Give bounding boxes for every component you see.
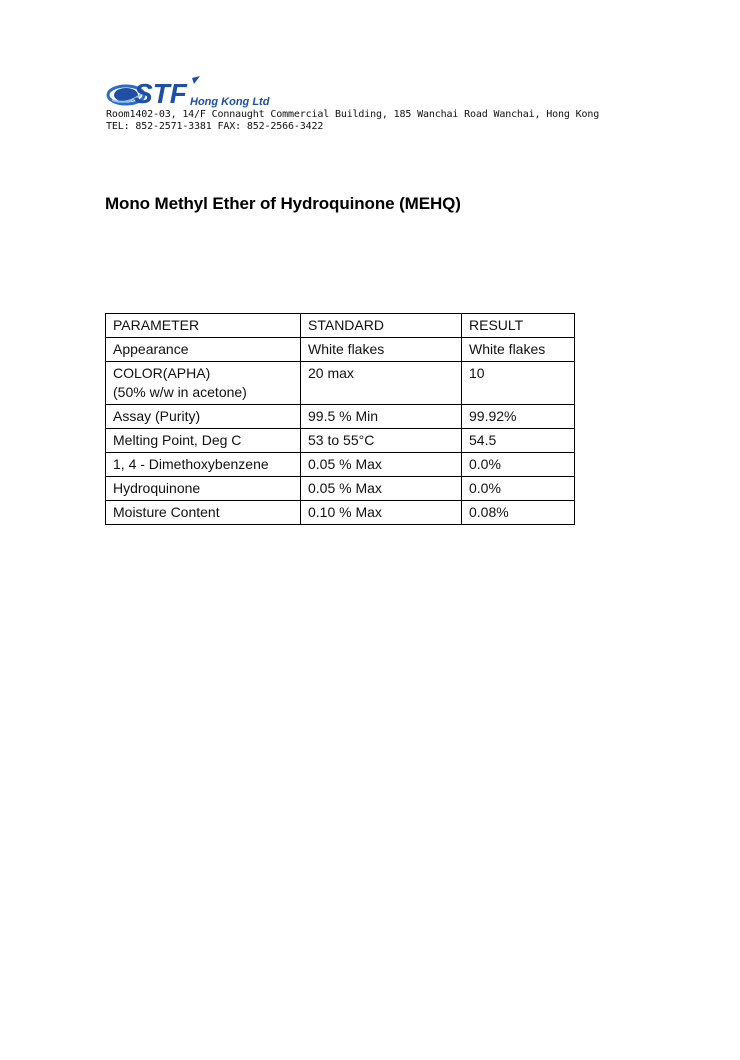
company-contact: TEL: 852-2571-3381 FAX: 852-2566-3422 [106,121,324,132]
header-result: RESULT [462,314,575,338]
cell-result: 0.08% [462,501,575,525]
cell-parameter: Assay (Purity) [106,405,301,429]
table-row [106,362,575,405]
header-parameter: PARAMETER [106,314,301,338]
cell-result: 54.5 [462,429,575,453]
cell-parameter: Appearance [106,338,301,362]
cell-parameter: Moisture Content [106,501,301,525]
company-address: Room1402-03, 14/F Connaught Commercial Building, 185 Wanchai Road Wanchai, Hong Kong [106,109,600,120]
table-row [106,405,575,429]
cell-standard: 0.05 % Max [301,453,462,477]
cell-result: 0.0% [462,477,575,501]
parameter-name: COLOR(APHA) [113,365,211,381]
letterhead-address-block [106,109,599,133]
cell-parameter: 1, 4 - Dimethoxybenzene [106,453,301,477]
table-row [106,429,575,453]
cell-parameter: Hydroquinone [106,477,301,501]
document-title: Mono Methyl Ether of Hydroquinone (MEHQ) [105,194,461,213]
table-header-row [106,314,575,338]
cell-parameter [106,362,301,405]
cell-result: 10 [462,362,575,405]
cell-standard: 20 max [301,362,462,405]
table-row [106,453,575,477]
specification-table [105,313,575,525]
svg-text:Hong Kong Ltd: Hong Kong Ltd [190,96,270,108]
cell-standard: 0.10 % Max [301,501,462,525]
cell-standard: 0.05 % Max [301,477,462,501]
table-row [106,338,575,362]
cell-parameter: Melting Point, Deg C [106,429,301,453]
parameter-note: (50% w/w in acetone) [113,384,247,400]
svg-text:STF: STF [134,78,187,109]
header-standard: STANDARD [301,314,462,338]
cell-result: 0.0% [462,453,575,477]
table-row [106,477,575,501]
table-row [106,501,575,525]
company-logo [104,74,274,110]
cell-result: White flakes [462,338,575,362]
cell-standard: White flakes [301,338,462,362]
cell-standard: 53 to 55°C [301,429,462,453]
cell-result: 99.92% [462,405,575,429]
cell-standard: 99.5 % Min [301,405,462,429]
